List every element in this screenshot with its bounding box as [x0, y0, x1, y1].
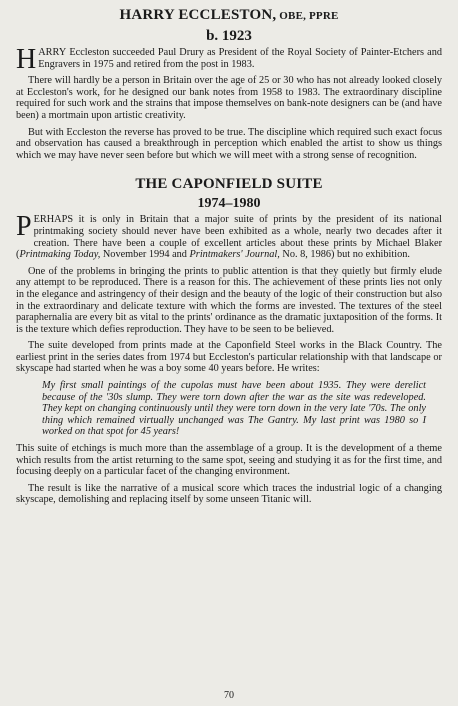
artist-heading	[16, 6, 442, 25]
dropcap-h: H	[16, 44, 37, 75]
suite-paragraph-1-c: No. 8, 1986) but no exhibition.	[279, 249, 410, 261]
bio-paragraph-3: But with Eccleston the reverse has proved to be true. The discipline which required such exact focus and observation has caused a breakthrough in perception which enabled the artist to show us things which we may have never seen before but which we will meet with a strong sense of recognition.	[16, 126, 442, 161]
suite-paragraph-1-a: it is only in Britain that a major suite of prints by the president of its national printmaking society should never have been exhibited as a whole, nearly two decades after it creation. There have been a couple of excellent articles about these prints by Michael Blaker (	[16, 214, 442, 261]
document-page	[0, 6, 458, 706]
suite-paragraph-1-b: November 1994 and	[100, 249, 190, 261]
bio-paragraph-1-text: Eccleston succeeded Paul Drury as President of the Royal Society of Painter-Etchers and Engravers in 1975 and retired from the post in 1983.	[38, 47, 442, 70]
artist-birth-year: b. 1923	[206, 28, 252, 44]
suite-paragraph-1	[16, 211, 442, 261]
dropcap-p: P	[16, 211, 32, 243]
suite-paragraph-3: The suite developed from prints made at the Caponfield Steel works in the Black Country. The earliest print in the series dates from 1974 but Eccleston's particular relationship with that landscape or skyscape had started when he was a boy some 40 years before. He writes:	[16, 340, 442, 375]
suite-paragraph-2: One of the problems in bringing the prints to public attention is that they quietly but firmly elude any attempt to be reproduced. There is a reason for this. The achievement of these prints lies not only in the elegance and astringency of their design and the beauty of the logic of their construction but also in the extraordinary and delicate texture with which the forms are invested. The textures of the steel paraphernalia are every bit as vital to the prints' ordinance as the dramatic juxtaposition of the forms. It is the texture which defies reproduction. They have to be seen to be believed.	[16, 265, 442, 335]
page-number: 70	[224, 690, 234, 701]
suite-paragraph-4: This suite of etchings is much more than the assemblage of a group. It is the development of a theme which results from the artist returning to the same spot, seeing and studying it as for the first time, and focusing deeply on a particular facet of the changing environment.	[16, 443, 442, 478]
citation-printmaking-today: Printmaking Today,	[19, 249, 101, 261]
artist-honours: OBE, PPRE	[276, 10, 339, 22]
suite-lead-word: ERHAPS	[33, 214, 74, 226]
bio-paragraph-2: There will hardly be a person in Britain over the age of 25 or 30 who has not already looked closely at Eccleston's work, for he designed our bank notes from 1958 to 1983. The extraordinary discipline required for such work and the strains that impose themselves on bank-note designers can be (and have been) a mortmain upon artistic creativity.	[16, 75, 442, 121]
suite-paragraph-5: The result is like the narrative of a musical score which traces the industrial logic of a changing skyscape, demolishing and replacing itself by some unseen Titanic will.	[16, 482, 442, 506]
suite-years: 1974–1980	[197, 196, 261, 212]
citation-printmakers-journal: Printmakers' Journal,	[189, 249, 280, 261]
suite-heading: THE CAPONFIELD SUITE	[135, 176, 323, 193]
artist-quote: My first small paintings of the cupolas must have been about 1935. They were derelict because of the '30s slump. They were torn down after the war as the site was redeveloped. They kept on changing continuously until they were torn down in the very late '70s. The only thing which remained virtually unchanged was The Gantry. My last print was 1980 so I worked on that spot for 45 years!	[42, 380, 426, 438]
bio-lead-word: ARRY	[38, 47, 67, 58]
artist-name: HARRY ECCLESTON,	[119, 7, 277, 23]
bio-paragraph-1	[16, 44, 442, 75]
